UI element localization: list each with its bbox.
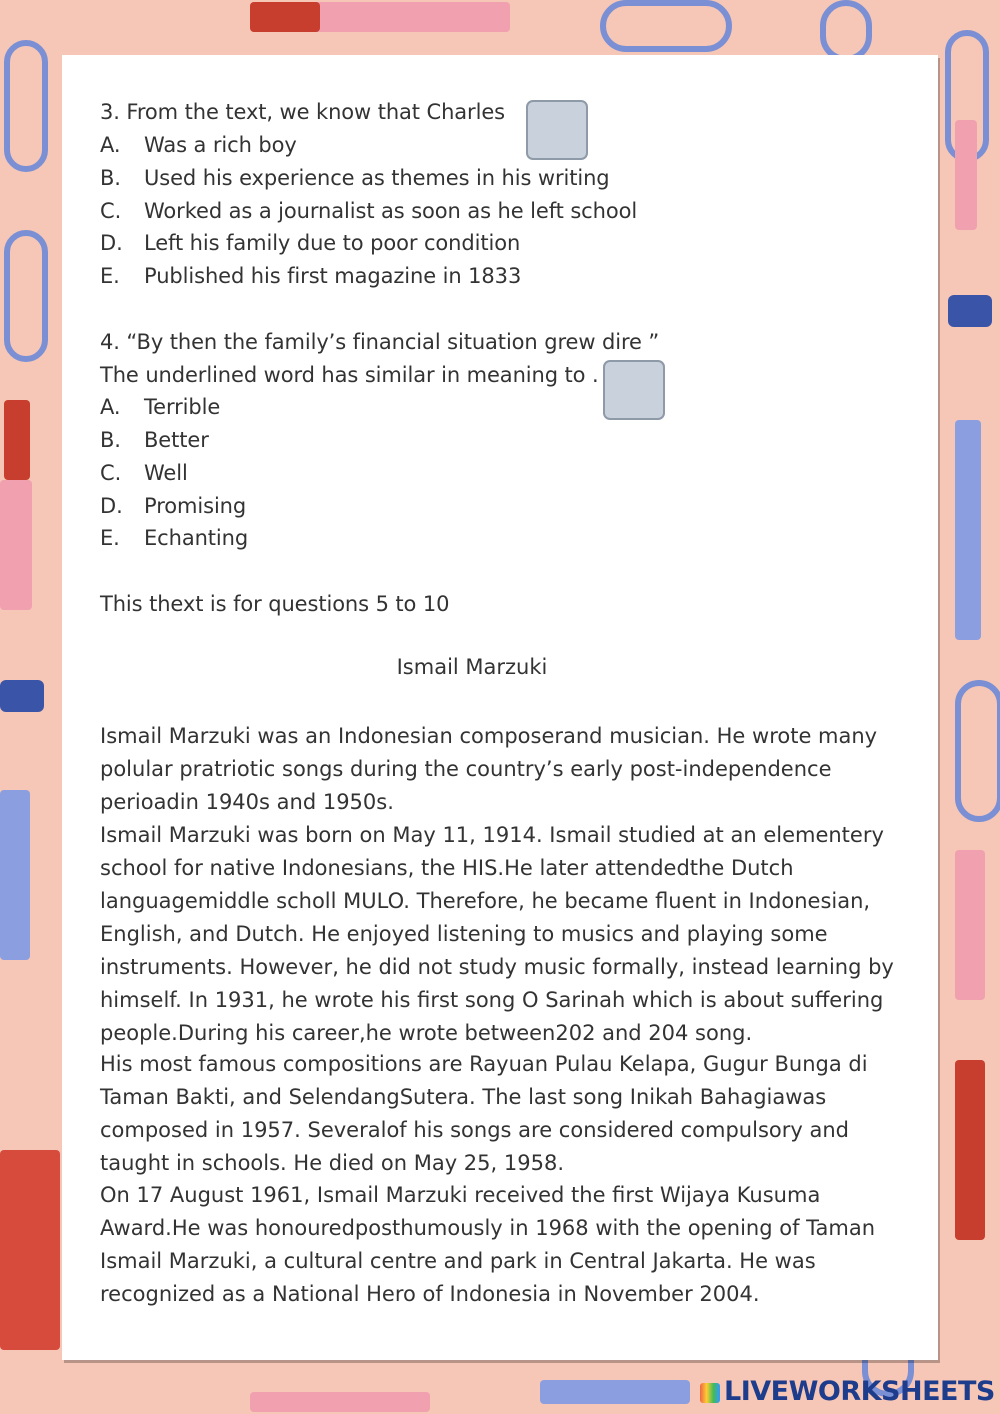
paperclip-icon — [4, 40, 48, 172]
paperclip-icon — [820, 0, 872, 62]
passage-intro: This thext is for questions 5 to 10 — [100, 592, 450, 616]
paperclip-icon — [600, 0, 732, 52]
passage-paragraph-2: Ismail Marzuki was born on May 11, 1914. Ismail studied at an elementery school for native Indonesians, the HIS.He later attendedthe Dutch languagemiddle scholl MULO. Therefore, he became fluent in Indonesian, English, and Dutch. He enjoyed listening to musics and playing some instruments. However, he did not study music formally, instead learning by himself. In 1931, he wrote his first song O Sarinah which is about suffering people.During his career,he wrote between202 and 204 song. — [100, 823, 894, 1045]
pencil-icon — [4, 400, 30, 480]
option-d: D. Left his family due to poor condition — [100, 231, 521, 255]
option-b: B. Better — [100, 428, 209, 452]
answer-input-q3[interactable] — [526, 100, 588, 160]
pencil-icon — [955, 850, 985, 1000]
answer-input-q4[interactable] — [603, 360, 665, 420]
pencil-icon — [0, 480, 32, 610]
pencil-icon — [955, 1060, 985, 1240]
option-d: D. Promising — [100, 494, 247, 518]
question-4-stem: The underlined word has similar in meaning to . — [100, 363, 599, 387]
ruler-icon — [0, 1150, 60, 1350]
option-e: E. Echanting — [100, 526, 249, 550]
binder-clip-icon — [948, 295, 992, 327]
question-3-stem: 3. From the text, we know that Charles — [100, 100, 505, 124]
passage-title: Ismail Marzuki — [396, 655, 548, 679]
binder-clip-icon — [0, 680, 44, 712]
option-c: C. Well — [100, 461, 188, 485]
pencil-icon — [250, 2, 320, 32]
passage-paragraph-4: On 17 August 1961, Ismail Marzuki received the first Wijaya Kusuma Award.He was honouredposthumously in 1968 with the opening of Taman Ismail Marzuki, a cultural centre and park in Central Jakarta. He was recognized as a National Hero of Indonesia in November 2004. — [100, 1183, 876, 1306]
pencil-icon — [955, 120, 977, 230]
pencil-icon — [0, 790, 30, 960]
liveworksheets-logo: LIVEWORKSHEETS — [700, 1376, 995, 1407]
logo-icon — [700, 1383, 720, 1403]
passage-paragraph-3: His most famous compositions are Rayuan Pulau Kelapa, Gugur Bunga di Taman Bakti, and SelendangSutera. The last song Inikah Bahagiawas composed in 1957. Severalof his songs are considered compulsory and taught in schools. He died on May 25, 1958. — [100, 1052, 868, 1175]
pencil-icon — [955, 420, 981, 640]
paperclip-icon — [955, 680, 1000, 822]
option-a: A. Terrible — [100, 395, 221, 419]
option-a: A. Was a rich boy — [100, 133, 297, 157]
passage-paragraph-1: Ismail Marzuki was an Indonesian composerand musician. He wrote many polular pratriotic songs during the country’s early post-independence perioadin 1940s and 1950s. — [100, 724, 878, 814]
pencil-icon — [540, 1380, 690, 1404]
question-4-quote: 4. “By then the family’s financial situation grew dire ” — [100, 330, 660, 354]
paperclip-icon — [4, 230, 48, 362]
pencil-icon — [250, 1392, 430, 1412]
option-c: C. Worked as a journalist as soon as he left school — [100, 199, 638, 223]
option-e: E. Published his first magazine in 1833 — [100, 264, 522, 288]
option-b: B. Used his experience as themes in his writing — [100, 166, 610, 190]
